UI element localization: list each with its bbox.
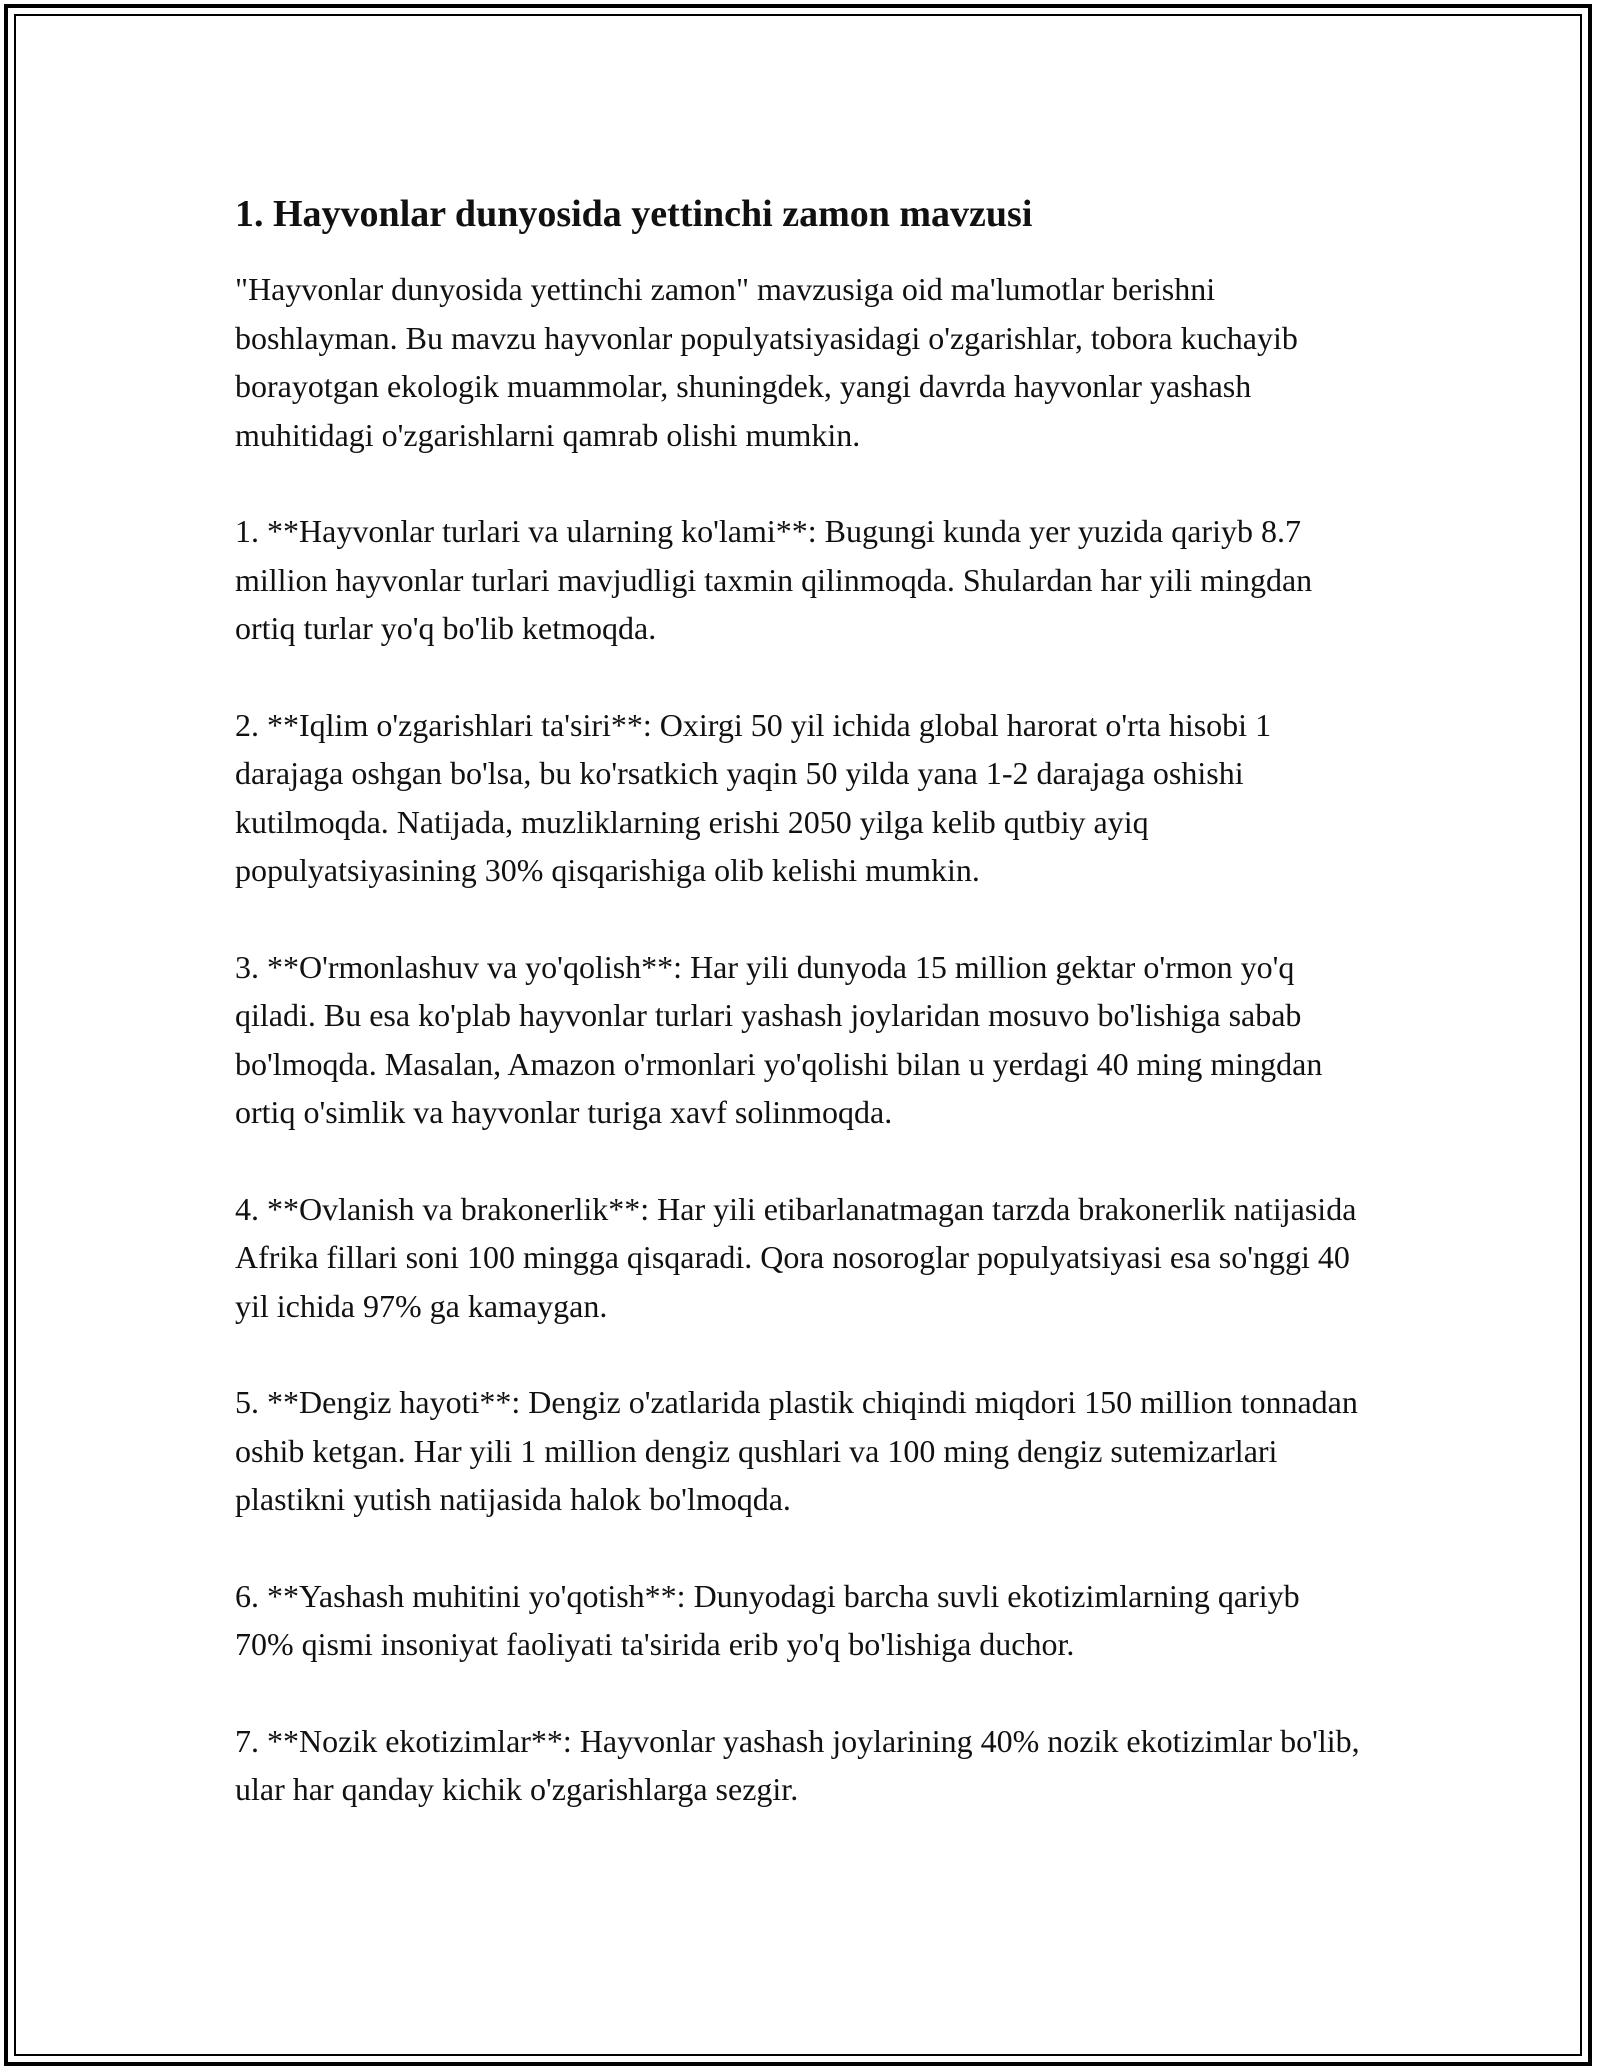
document-title: 1. Hayvonlar dunyosida yettinchi zamon mavzusi [235, 193, 1033, 235]
paragraph-species-scale: 1. **Hayvonlar turlari va ularning ko'lami**: Bugungi kunda yer yuzida qariyb 8.7 million hayvonlar turlari mavjudligi taxmin qilinmoqda. Shulardan har yili mingdan ortiq turlar yo'q bo'lib ketmoqda. [235, 513, 1313, 646]
paragraph-fragile-ecosystems: 7. **Nozik ekotizimlar**: Hayvonlar yashash joylarining 40% nozik ekotizimlar bo'lib, ular har qanday kichik o'zgarishlarga sezgir. [235, 1722, 1360, 1807]
paragraph-poaching: 4. **Ovlanish va brakonerlik**: Har yili etibarlanatmagan tarzda brakonerlik natijasida Afrika fillari soni 100 mingga qisqaradi. Qora nosoroglar populyatsiyasi esa so'nggi 40 yil ichida 97% ga kamaygan. [235, 1190, 1357, 1324]
paragraph-habitat-loss: 6. **Yashash muhitini yo'qotish**: Dunyodagi barcha suvli ekotizimlarning qariyb 70% qismi insoniyat faoliyati ta'sirida erib yo'q bo'lishiga duchor. [235, 1577, 1300, 1662]
intro-paragraph: "Hayvonlar dunyosida yettinchi zamon" mavzusiga oid ma'lumotlar berishni boshlayman. Bu mavzu hayvonlar populyatsiyasidagi o'zgarishlar, tobora kuchayib borayotgan ekologik muammolar, shuningdek, yangi davrda hayvonlar yashash muhitidagi o'zgarishlarni qamrab olishi mumkin. [235, 271, 1298, 453]
paragraph-deforestation: 3. **O'rmonlashuv va yo'qolish**: Har yili dunyoda 15 million gektar o'rmon yo'q qiladi. Bu esa ko'plab hayvonlar turlari yashash joylaridan mosuvo bo'lishiga sabab bo'lmoqda. Masalan, Amazon o'rmonlari yo'qolishi bilan u yerdagi 40 ming mingdan ortiq o'simlik va hayvonlar turiga xavf solinmoqda. [235, 948, 1323, 1130]
paragraph-marine-life: 5. **Dengiz hayoti**: Dengiz o'zatlarida plastik chiqindi miqdori 150 million tonnadan oshib ketgan. Har yili 1 million dengiz qushlari va 100 ming dengiz sutemizarlari plastikni yutish natijasida halok bo'lmoqda. [235, 1384, 1358, 1517]
paragraph-climate-change: 2. **Iqlim o'zgarishlari ta'siri**: Oxirgi 50 yil ichida global harorat o'rta hisobi 1 darajaga oshgan bo'lsa, bu ko'rsatkich yaqin 50 yilda yana 1-2 darajaga oshishi kutilmoqda. Natijada, muzliklarning erishi 2050 yilga kelib qutbiy ayiq populyatsiyasining 30% qisqarishiga olib kelishi mumkin. [235, 706, 1272, 888]
document-body [235, 186, 1365, 1862]
